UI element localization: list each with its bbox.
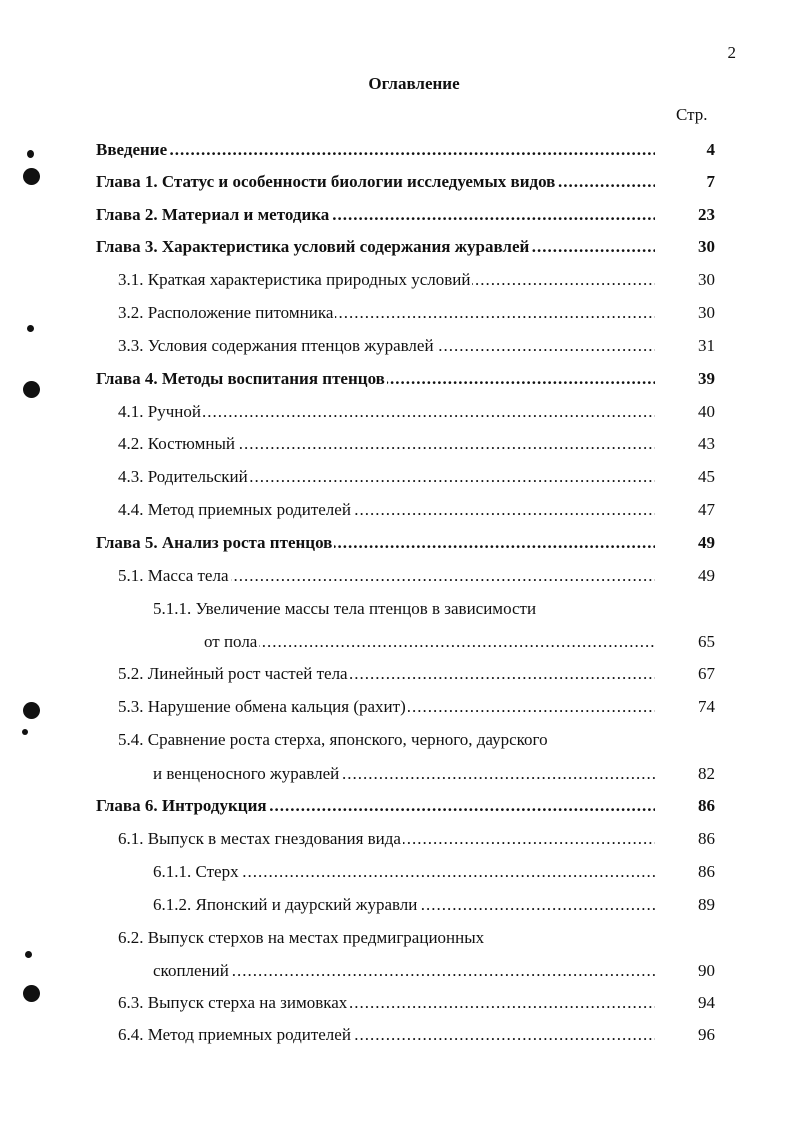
toc-entry [0,434,792,458]
toc-entry-title: 6.1. Выпуск в местах гнездования вида [118,829,401,848]
toc-entry [0,829,792,853]
toc-entry [0,862,792,886]
page-number: 2 [727,43,736,62]
toc-entry-title: 6.2. Выпуск стерхов на местах предмиграционных [118,928,485,947]
toc-entry [0,533,792,557]
toc-entry [0,664,792,688]
toc-entry-continuation-text: скоплений [153,961,229,980]
toc-entry-page: 30 [698,303,715,322]
toc-entry-title: 4.2. Костюмный [118,434,235,453]
toc-entry-title: 6.1.2. Японский и даурский журавли [153,895,418,914]
toc-entry-title: 3.2. Расположение питомника [118,303,334,322]
toc-entry [0,599,792,623]
toc-entry-page: 31 [698,336,715,355]
toc-entry-title: Глава 1. Статус и особенности биологии исследуемых видов [96,172,556,191]
toc-entry [0,237,792,261]
toc-entry-page: 7 [706,172,715,191]
toc-entry-title: Глава 3. Характеристика условий содержания журавлей [96,237,530,256]
toc-entry-title: 5.2. Линейный рост частей тела [118,664,348,683]
toc-entry-title: Глава 2. Материал и методика [96,205,330,224]
toc-entry-page: 45 [698,467,715,486]
toc-entry [0,336,792,360]
toc-entry-page: 43 [698,434,715,453]
toc-entry-title: 6.3. Выпуск стерха на зимовках [118,993,348,1012]
toc-entry-title: 4.1. Ручной [118,402,201,421]
toc-entry-page: 40 [698,402,715,421]
toc-entry-page: 4 [706,140,715,159]
toc-entry-title: Глава 4. Методы воспитания птенцов [96,369,385,388]
toc-entry-title: 5.1.1. Увеличение массы тела птенцов в зависимости [153,599,537,618]
toc-entry-title: 3.3. Условия содержания птенцов журавлей [118,336,434,355]
toc-entry [0,928,792,952]
toc-entry-page: 89 [698,895,715,914]
toc-entry-title: Введение [96,140,168,159]
toc-entry [0,467,792,491]
toc-entry-title: 3.1. Краткая характеристика природных условий [118,270,471,289]
toc-entry-title: 4.4. Метод приемных родителей [118,500,351,519]
toc-entry-page: 23 [698,205,715,224]
toc-entry [0,172,792,196]
toc-entry [0,500,792,524]
toc-entry-page: 39 [698,369,715,388]
toc-entry [0,895,792,919]
scan-speck [25,951,32,958]
toc-entry [0,796,792,820]
toc-entry-title: Глава 6. Интродукция [96,796,267,815]
toc-entry-continuation-text: от пола [204,632,258,651]
toc-entry [0,1025,792,1049]
toc-entry [0,270,792,294]
toc-entry-page: 96 [698,1025,715,1044]
toc-entry-title: 5.4. Сравнение роста стерха, японского, черного, даурского [118,730,548,749]
toc-entry [0,140,792,164]
toc-entry-page: 94 [698,993,715,1012]
toc-entry-page: 74 [698,697,715,716]
page-column-label: Стр. [676,105,708,124]
toc-entry [0,303,792,327]
toc-entry-page: 90 [698,961,715,980]
toc-entry-page: 86 [698,829,715,848]
toc-entry-page: 82 [698,764,715,783]
toc-entry-continuation [0,632,792,656]
toc-entry-title: 6.4. Метод приемных родителей [118,1025,351,1044]
toc-entry [0,205,792,229]
toc-entry-continuation [0,764,792,788]
toc-entry-title: 5.1. Масса тела [118,566,229,585]
toc-entry-title: 5.3. Нарушение обмена кальция (рахит) [118,697,406,716]
toc-entry-page: 49 [698,566,715,585]
toc-entry [0,993,792,1017]
toc-entry-page: 30 [698,237,715,256]
toc-entry-page: 47 [698,500,715,519]
toc-entry [0,369,792,393]
toc-entry-continuation [0,961,792,985]
page-title: Оглавление [368,74,460,93]
toc-entry-page: 86 [698,796,715,815]
toc-entry-title: 4.3. Родительский [118,467,248,486]
toc-entry-page: 86 [698,862,715,881]
toc-entry [0,402,792,426]
toc-entry-page: 65 [698,632,715,651]
toc-entry-title: 6.1.1. Стерх [153,862,239,881]
toc-entry [0,566,792,590]
toc-entry [0,697,792,721]
toc-entry [0,730,792,754]
toc-entry-page: 67 [698,664,715,683]
toc-entry-page: 30 [698,270,715,289]
toc-entry-title: Глава 5. Анализ роста птенцов [96,533,333,552]
toc-entry-page: 49 [698,533,715,552]
toc-entry-continuation-text: и венценосного журавлей [153,764,340,783]
